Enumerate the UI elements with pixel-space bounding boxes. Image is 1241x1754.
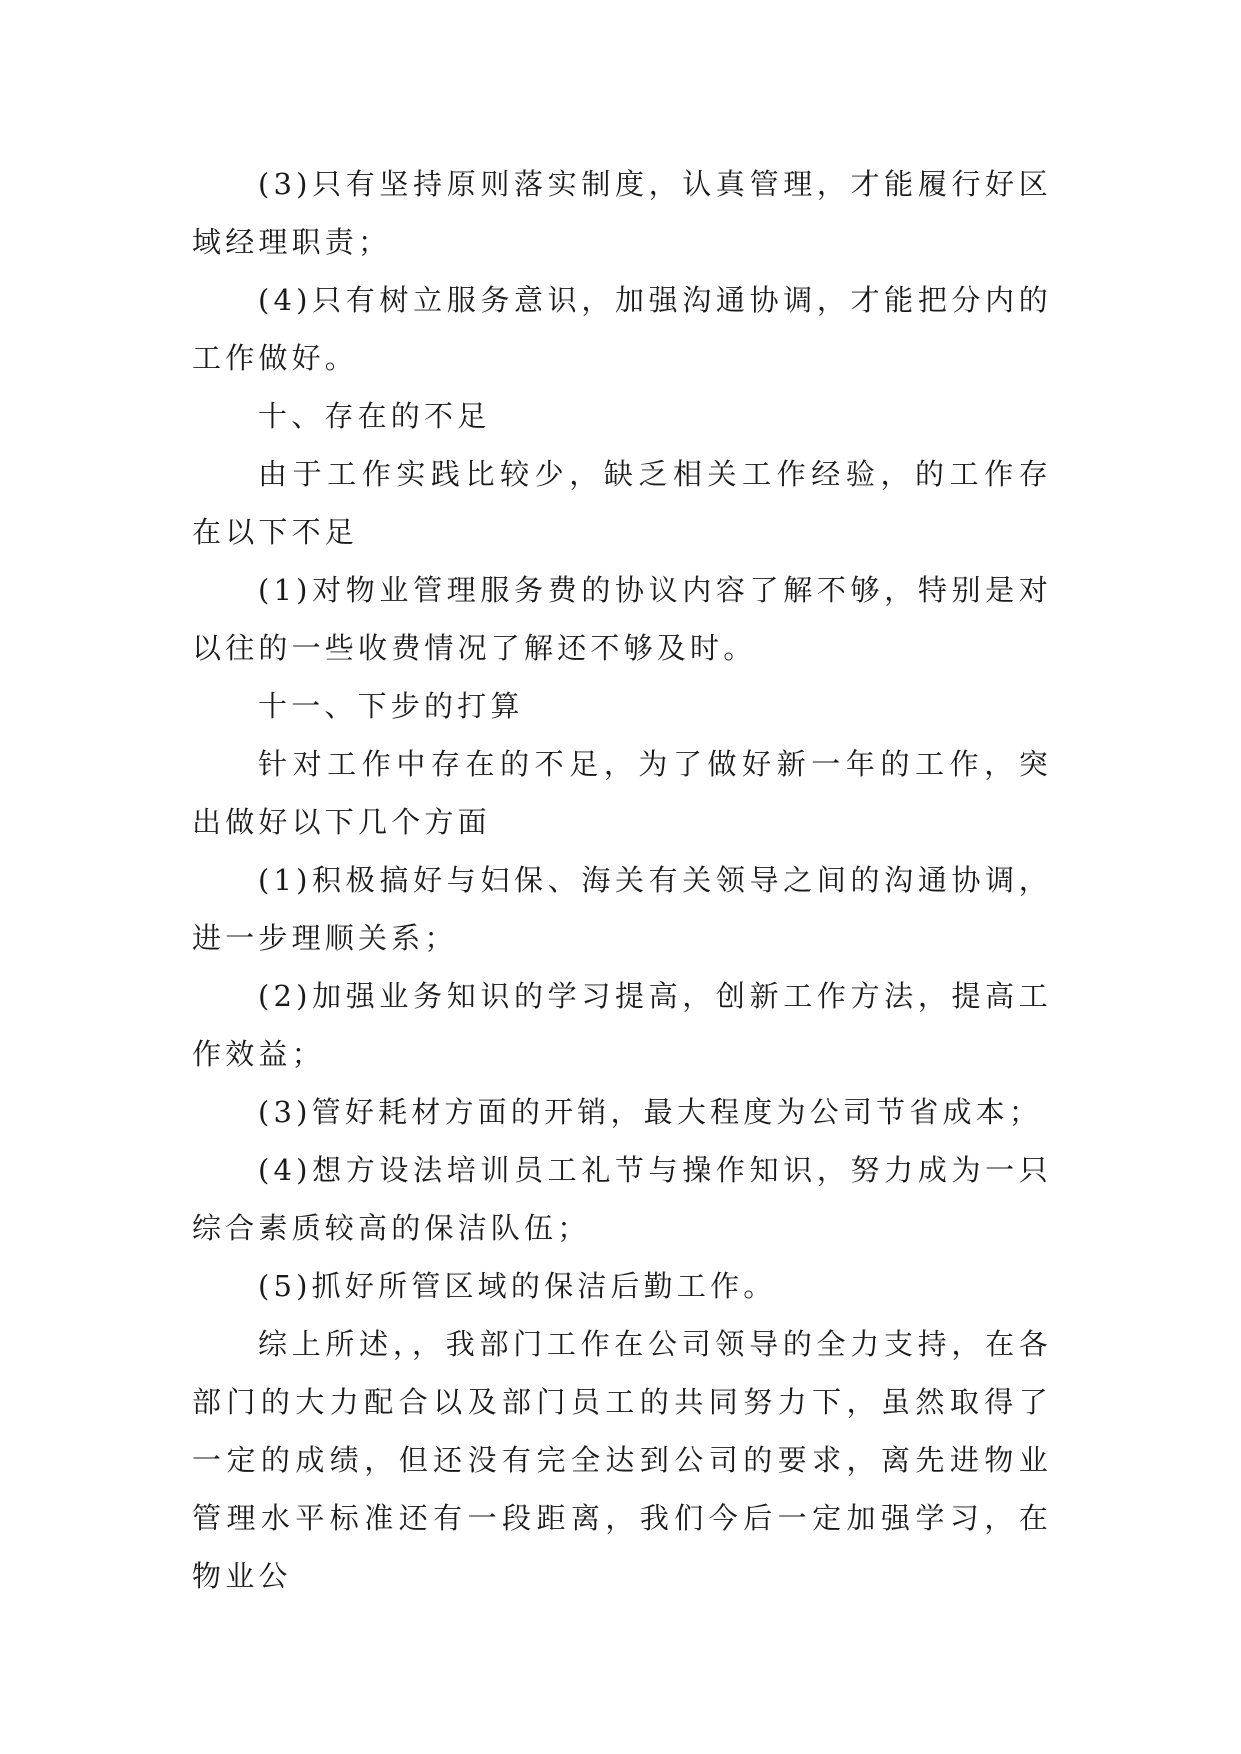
section-heading-next-steps: 十一、下步的打算 xyxy=(258,689,524,723)
paragraph-summary: 综上所述，，我部门工作在公司领导的全力支持，在各部门的大力配合以及部门员工的共同努力下，虽然取得了一定的成绩，但还没有完全达到公司的要求，离先进物业管理水平标准还有一段距离，我们今后一定加强学习，在物业公 xyxy=(192,1327,1052,1593)
paragraph-shortcomings-intro: 由于工作实践比较少，缺乏相关工作经验，的工作存在以下不足 xyxy=(192,457,1052,549)
paragraph-plan-3: (3)管好耗材方面的开销，最大程度为公司节省成本； xyxy=(258,1095,1043,1129)
paragraph-plan-2: (2)加强业务知识的学习提高，创新工作方法，提高工作效益； xyxy=(192,979,1052,1071)
paragraph-plan-1: (1)积极搞好与妇保、海关有关领导之间的沟通协调，进一步理顺关系； xyxy=(192,863,1052,955)
paragraph-item-3: (3)只有坚持原则落实制度，认真管理，才能履行好区域经理职责； xyxy=(192,167,1052,259)
document-body xyxy=(192,155,1052,1605)
paragraph-plan-4: (4)想方设法培训员工礼节与操作知识，努力成为一只综合素质较高的保洁队伍； xyxy=(192,1153,1052,1245)
paragraph-shortcoming-1: (1)对物业管理服务费的协议内容了解不够，特别是对以往的一些收费情况了解还不够及时。 xyxy=(192,573,1052,665)
paragraph-next-steps-intro: 针对工作中存在的不足，为了做好新一年的工作，突出做好以下几个方面 xyxy=(192,747,1052,839)
paragraph-plan-5: (5)抓好所管区域的保洁后勤工作。 xyxy=(258,1269,777,1303)
section-heading-shortcomings: 十、存在的不足 xyxy=(258,399,491,433)
paragraph-item-4: (4)只有树立服务意识，加强沟通协调，才能把分内的工作做好。 xyxy=(192,283,1052,375)
